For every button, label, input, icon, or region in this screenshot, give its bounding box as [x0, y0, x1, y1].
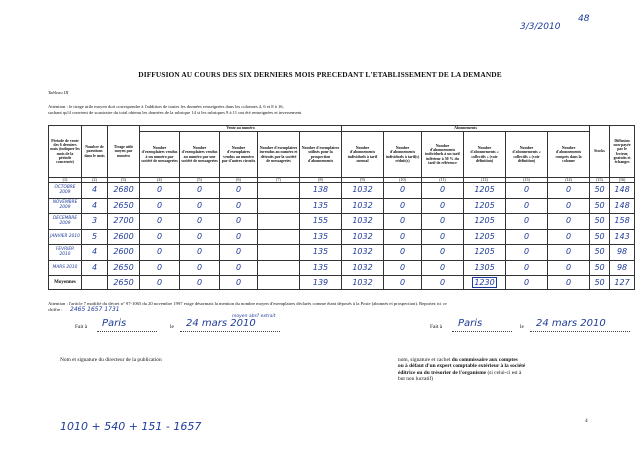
cell-c10: 0: [384, 183, 422, 199]
cell-parutions: 4: [82, 260, 108, 276]
moyennes-label: Moyennes: [49, 276, 82, 290]
cell-c16: 98: [610, 260, 635, 276]
cell-c10: 0: [384, 260, 422, 276]
cell-c12: 1205: [464, 229, 506, 245]
handwritten-totals: 2465 1657 1731: [70, 306, 120, 313]
cell-c10: 0: [384, 276, 422, 290]
cell-c12: 1205: [464, 245, 506, 261]
header-col-8: Nombre d'exemplaires utilisés pour la prospection d'abonnements: [300, 132, 342, 178]
col-number: (14): [548, 178, 590, 183]
cell-tirage: 2650: [108, 276, 140, 290]
cell-c16: 98: [610, 245, 635, 261]
cell-c4: 0: [140, 198, 180, 214]
cell-parutions: 4: [82, 198, 108, 214]
cell-parutions: [82, 276, 108, 290]
handwritten-ref: 48: [578, 14, 590, 24]
header-col-2: Nombre de parutions dans le mois: [82, 126, 108, 178]
table-row: [49, 183, 635, 199]
director-signature-label: Nom et signature du directeur de la publication: [60, 357, 162, 363]
cell-c14: 0: [548, 183, 590, 199]
col-number: (7): [258, 178, 300, 183]
fait-a-place-left: Paris: [102, 318, 127, 329]
cell-tirage: 2700: [108, 214, 140, 230]
cell-c16: 148: [610, 198, 635, 214]
cell-c6: 0: [220, 198, 258, 214]
handwritten-calculation: 1010 + 540 + 151 - 1657: [60, 420, 202, 433]
fait-a-label-left: Fait à: [75, 324, 88, 330]
cell-c14: 0: [548, 276, 590, 290]
col-number: (8): [300, 178, 342, 183]
cell-c16: 158: [610, 214, 635, 230]
cell-c6: 0: [220, 183, 258, 199]
le-label-right: le: [520, 324, 524, 330]
col-number: (10): [384, 178, 422, 183]
cell-c14: 0: [548, 214, 590, 230]
header-col-4: Nombre d'exemplaires vendus à un numéro par société de messageries: [140, 132, 180, 178]
cell-c8: 135: [300, 229, 342, 245]
col-number: (2): [82, 178, 108, 183]
cell-tirage: 2600: [108, 229, 140, 245]
le-label-left: le: [170, 324, 174, 330]
cell-month: JANVIER 2010: [49, 229, 82, 245]
col-number: (13): [506, 178, 548, 183]
header-col-3: Tirage utile moyen par numéro: [108, 126, 140, 178]
cell-c12: 1205: [464, 198, 506, 214]
cell-c9: 1032: [342, 214, 384, 230]
cell-c7: [258, 198, 300, 214]
attention-note-2: sachant qu'il convient de soustraire du total obtenu les données de la rubrique 14 si les rubriques 9 à 11 ont été renseignées et inversement: [48, 110, 302, 115]
cell-month: NOVEMBRE 2009: [49, 198, 82, 214]
auditor-line-1: nom, signature et cachet: [398, 357, 452, 363]
cell-c9: 1032: [342, 198, 384, 214]
cell-parutions: 4: [82, 183, 108, 199]
cell-parutions: 5: [82, 229, 108, 245]
header-col-11: Nombre d'abonnements individuels à un tarif inférieur à 50 % du tarif de référence: [422, 132, 464, 178]
cell-c16: 148: [610, 183, 635, 199]
header-col-15: Stocks: [590, 126, 610, 178]
cell-c10: 0: [384, 214, 422, 230]
cell-c13: 0: [506, 260, 548, 276]
cell-c16: 127: [610, 276, 635, 290]
cell-c12: [464, 276, 506, 290]
col-number: (11): [422, 178, 464, 183]
cell-c5: 0: [180, 214, 220, 230]
col-number: (3): [108, 178, 140, 183]
auditor-line-1b: du commissaire aux comptes: [451, 357, 518, 363]
auditor-line-3b: (si celui-ci est à: [486, 369, 522, 376]
table-label: Tableau III: [48, 90, 69, 95]
col-number: (6): [220, 178, 258, 183]
cell-c6: 0: [220, 276, 258, 290]
table-row: [49, 245, 635, 261]
header-col-5: Nombre d'exemplaires vendus au numéro par une société de messageries: [180, 132, 220, 178]
cell-c10: 0: [384, 198, 422, 214]
table-row: [49, 229, 635, 245]
cell-c7: [258, 260, 300, 276]
cell-c4: 0: [140, 183, 180, 199]
cell-c9: 1032: [342, 229, 384, 245]
cell-tirage: 2600: [108, 245, 140, 261]
cell-c11: 0: [422, 276, 464, 290]
cell-c11: 0: [422, 229, 464, 245]
cell-c4: 0: [140, 276, 180, 290]
diffusion-table: [48, 125, 635, 290]
handwritten-notes: moyen abs? extrait: [232, 314, 276, 319]
col-number: (9): [342, 178, 384, 183]
cell-c6: 0: [220, 229, 258, 245]
cell-c15: 50: [590, 260, 610, 276]
cell-c14: 0: [548, 229, 590, 245]
cell-c13: 0: [506, 276, 548, 290]
cell-c13: 0: [506, 245, 548, 261]
decree-note-1: Attention : l'article 7 modifié du décret n° 97-1065 du 20 novembre 1997 exige désormais la mention du nombre moyen d'exemplaires déclarés comme étant déposés à la Poste (abonnés et prospection). Reportez ici ce: [48, 301, 447, 306]
header-col-14: Nombre d'abonnements compris dans la colonne: [548, 132, 590, 178]
cell-c6: 0: [220, 214, 258, 230]
handwritten-date: 3/3/2010: [520, 22, 561, 32]
cell-c6: 0: [220, 245, 258, 261]
fait-a-label-right: Fait à: [430, 324, 443, 330]
cell-c4: 0: [140, 229, 180, 245]
cell-c12: 1205: [464, 183, 506, 199]
header-col-16: Diffusion non-payée par le lecteur, gratuits et échanges: [610, 126, 635, 178]
header-col-9: Nombre d'abonnements individuels à tarif normal: [342, 132, 384, 178]
cell-c14: 0: [548, 245, 590, 261]
moyennes-row: [49, 276, 635, 290]
cell-c5: 0: [180, 260, 220, 276]
cell-tirage: 2650: [108, 198, 140, 214]
cell-c11: 0: [422, 183, 464, 199]
cell-c8: 138: [300, 183, 342, 199]
auditor-signature-label: [398, 357, 628, 383]
cell-c8: 135: [300, 245, 342, 261]
cell-c11: 0: [422, 214, 464, 230]
cell-c7: [258, 276, 300, 290]
table-row: [49, 260, 635, 276]
cell-c14: 0: [548, 260, 590, 276]
cell-month: MARS 2010: [49, 260, 82, 276]
le-line-right: [530, 331, 630, 332]
cell-c10: 0: [384, 229, 422, 245]
boxed-value: 1230: [474, 277, 495, 287]
col-number: (1): [49, 178, 82, 183]
header-col-6: Nombre d'exemplaires vendus au numéro par d'autres circuits: [220, 132, 258, 178]
col-number: (5): [180, 178, 220, 183]
cell-c13: 0: [506, 229, 548, 245]
cell-c12: 1305: [464, 260, 506, 276]
cell-c15: 50: [590, 276, 610, 290]
cell-c16: 143: [610, 229, 635, 245]
cell-month: DECEMBRE 2009: [49, 214, 82, 230]
cell-c15: 50: [590, 245, 610, 261]
cell-month: OCTOBRE 2009: [49, 183, 82, 199]
cell-c9: 1032: [342, 260, 384, 276]
cell-c15: 50: [590, 183, 610, 199]
cell-c6: 0: [220, 260, 258, 276]
auditor-line-3: éditrice ou du trésorier de l'organisme: [398, 369, 487, 376]
table-row: [49, 214, 635, 230]
fait-a-place-right: Paris: [458, 318, 483, 329]
cell-c7: [258, 229, 300, 245]
cell-tirage: 2650: [108, 260, 140, 276]
cell-c5: 0: [180, 183, 220, 199]
auditor-line-2: ou à défaut d'un expert comptable extérieur à la société: [398, 363, 526, 370]
cell-c4: 0: [140, 245, 180, 261]
header-col-1: Période de vente des 6 derniers mois (indiquer les mois de la période concernée): [49, 126, 82, 178]
cell-c13: 0: [506, 183, 548, 199]
cell-c13: 0: [506, 214, 548, 230]
cell-c11: 0: [422, 245, 464, 261]
le-line-left: [180, 331, 280, 332]
cell-c10: 0: [384, 245, 422, 261]
cell-c15: 50: [590, 198, 610, 214]
decree-note-2: chiffre :: [48, 307, 63, 312]
cell-c14: 0: [548, 198, 590, 214]
cell-c11: 0: [422, 260, 464, 276]
cell-c8: 155: [300, 214, 342, 230]
cell-month: FEVRIER 2010: [49, 245, 82, 261]
cell-c9: 1032: [342, 276, 384, 290]
le-date-left: 24 mars 2010: [186, 318, 256, 329]
col-number: (12): [464, 178, 506, 183]
fait-a-line-left: [97, 331, 157, 332]
cell-c15: 50: [590, 229, 610, 245]
le-date-right: 24 mars 2010: [536, 318, 606, 329]
cell-c11: 0: [422, 198, 464, 214]
cell-c9: 1032: [342, 245, 384, 261]
cell-c5: 0: [180, 276, 220, 290]
cell-c12: 1205: [464, 214, 506, 230]
table-row: [49, 198, 635, 214]
cell-c9: 1032: [342, 183, 384, 199]
cell-c7: [258, 245, 300, 261]
cell-c15: 50: [590, 214, 610, 230]
cell-c4: 0: [140, 260, 180, 276]
cell-c4: 0: [140, 214, 180, 230]
cell-c13: 0: [506, 198, 548, 214]
attention-note-1: Attention : le tirage utile moyen doit correspondre à l'addition de toutes les données renseignées dans les colonnes 4, 6 et 8 à 16,: [48, 104, 284, 109]
cell-c8: 139: [300, 276, 342, 290]
group-ventes: Vente au numéro: [140, 126, 342, 132]
cell-parutions: 4: [82, 245, 108, 261]
header-col-7: Nombre d'exemplaires invendus au numéro et détruits par la société de messageries: [258, 132, 300, 178]
auditor-line-4: but non lucratif): [398, 376, 434, 383]
header-col-10: Nombre d'abonnements individuels à tarif(s) réduit(s): [384, 132, 422, 178]
col-number: (4): [140, 178, 180, 183]
cell-c5: 0: [180, 198, 220, 214]
cell-tirage: 2680: [108, 183, 140, 199]
header-col-12: Nombre d'abonnements « collectifs » (voir définition): [464, 132, 506, 178]
page-number: 4: [585, 418, 588, 424]
cell-c8: 135: [300, 198, 342, 214]
cell-c7: [258, 183, 300, 199]
cell-c8: 135: [300, 260, 342, 276]
page-title: DIFFUSION AU COURS DES SIX DERNIERS MOIS PRECEDANT L'ETABLISSEMENT DE LA DEMANDE: [138, 70, 502, 79]
cell-c5: 0: [180, 229, 220, 245]
col-number: (15): [590, 178, 610, 183]
fait-a-line-right: [452, 331, 512, 332]
cell-parutions: 3: [82, 214, 108, 230]
cell-c7: [258, 214, 300, 230]
header-col-13: Nombre d'abonnements « collectifs » (voir définition): [506, 132, 548, 178]
col-number: (16): [610, 178, 635, 183]
cell-c5: 0: [180, 245, 220, 261]
group-abonnements: Abonnements: [342, 126, 590, 132]
